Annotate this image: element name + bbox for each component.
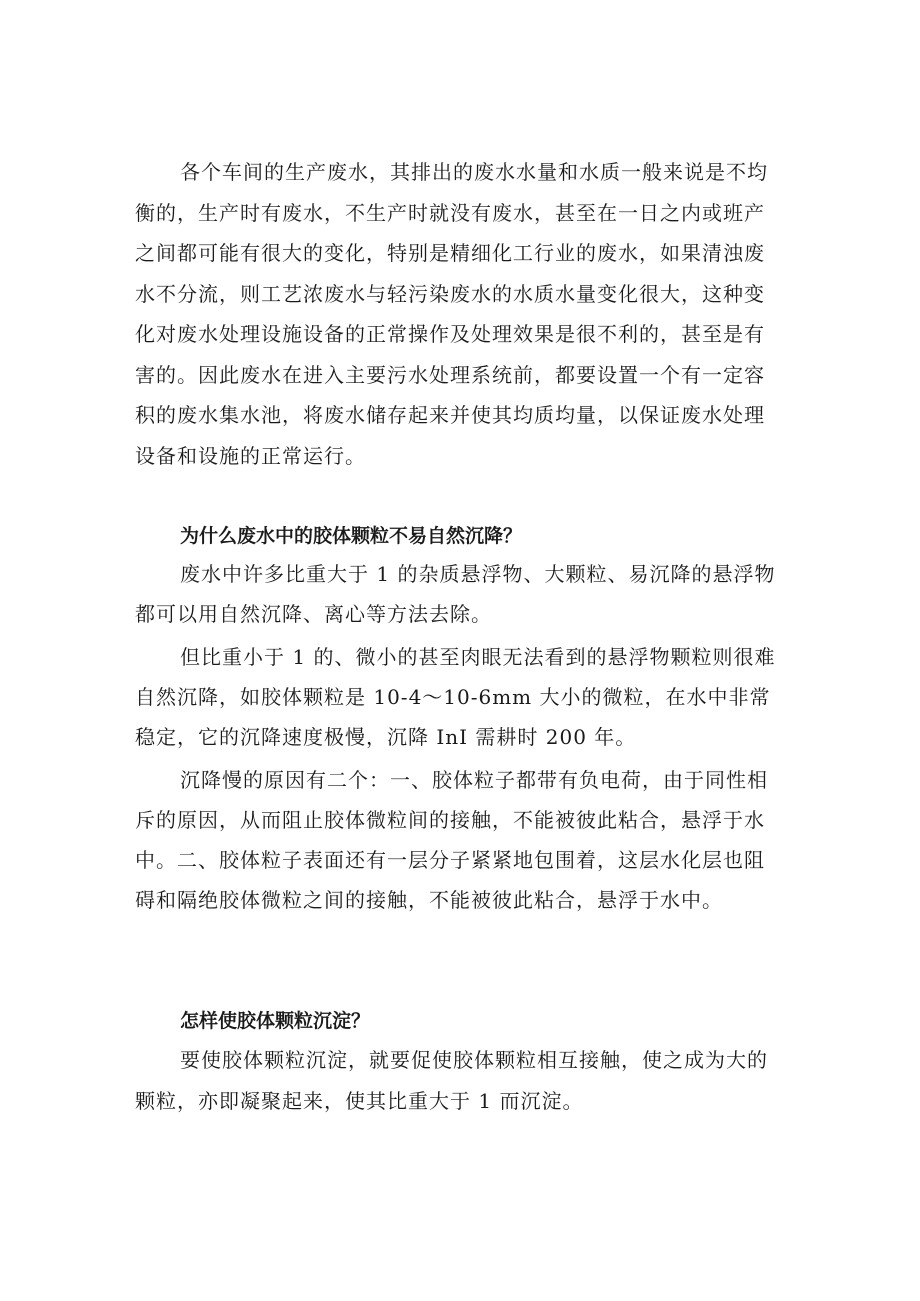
paragraph: 沉降慢的原因有二个：一、胶体粒子都带有负电荷，由于同性相斥的原因，从而阻止胶体微粒间的接触，不能被彼此粘合，悬浮于水中。二、胶体粒子表面还有一层分子紧紧地包围着，这层水化层也阻碍和隔绝胶体微粒之间的接触，不能被彼此粘合，悬浮于水中。 [135,768,768,912]
intro-block [135,152,785,476]
paragraph: 废水中许多比重大于 1 的杂质悬浮物、大颗粒、易沉降的悬浮物都可以用自然沉降、离心等方法去除。 [135,562,776,626]
paragraph: 要使胶体颗粒沉淀，就要促使胶体颗粒相互接触，使之成为大的颗粒，亦即凝聚起来，使其比重大于 1 而沉淀。 [135,1048,768,1113]
section-body-precipitation [135,1040,785,1122]
paragraph: 但比重小于 1 的、微小的甚至肉眼无法看到的悬浮物颗粒则很难自然沉降，如胶体颗粒是 10-4～10-6mm 大小的微粒，在水中非常稳定，它的沉降速度极慢，沉降 InI 需耕时 200 年。 [135,645,776,749]
section-body-sedimentation [135,554,785,920]
section-heading-sedimentation-question: 为什么废水中的胶体颗粒不易自然沉降？ [180,525,523,547]
section-heading-precipitation-question: 怎样使胶体颗粒沉淀？ [180,1010,371,1032]
intro-paragraph: 各个车间的生产废水，其排出的废水水量和水质一般来说是不均衡的，生产时有废水，不生产时就没有废水，甚至在一日之内或班产之间都可能有很大的变化，特别是精细化工行业的废水，如果清浊废水不分流，则工艺浓废水与轻污染废水的水质水量变化很大，这种变化对废水处理设施设备的正常操作及处理效果是很不利的，甚至是有害的。因此废水在进入主要污水处理系统前，都要设置一个有一定容积的废水集水池，将废水储存起来并使其均质均量，以保证废水处理设备和设施的正常运行。 [135,160,768,468]
